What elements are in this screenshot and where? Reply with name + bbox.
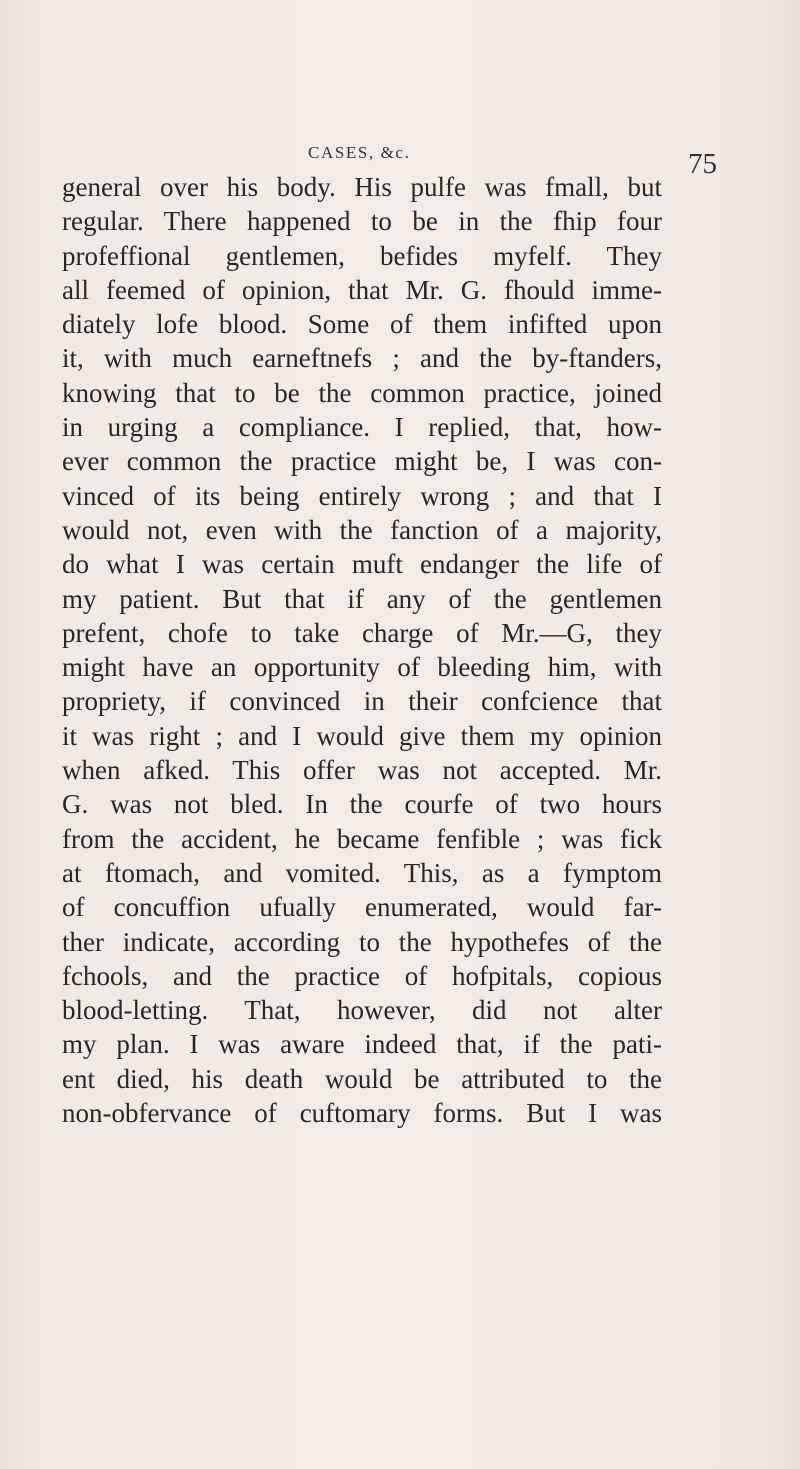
text-line: vinced of its being entirely wrong ; and that I <box>62 480 662 511</box>
text-line: ent died, his death would be attributed to the <box>62 1063 662 1094</box>
text-line: my plan. I was aware indeed that, if the pati- <box>62 1029 662 1060</box>
text-line: would not, even with the fanction of a majority, <box>62 514 662 545</box>
text-line: propriety, if convinced in their confcience that <box>62 686 662 717</box>
text-line: from the accident, he became fenfible ; was fick <box>62 823 662 854</box>
running-head: CASES, &c. <box>308 143 411 162</box>
page-number: 75 <box>688 148 717 180</box>
text-line: ther indicate, according to the hypothefes of the <box>62 926 662 957</box>
text-line: prefent, chofe to take charge of Mr.—G, they <box>62 617 662 648</box>
text-line: it was right ; and I would give them my opinion <box>62 720 662 751</box>
text-line: fchools, and the practice of hofpitals, copious <box>62 960 662 991</box>
text-line: general over his body. His pulfe was fmall, but <box>62 172 662 202</box>
text-line: it, with much earneftnefs ; and the by-ftanders, <box>62 343 662 374</box>
text-line: G. was not bled. In the courfe of two hours <box>62 789 662 820</box>
text-line: all feemed of opinion, that Mr. G. fhould imme- <box>62 274 662 305</box>
text-line: when afked. This offer was not accepted. Mr. <box>62 755 662 786</box>
text-line: profeffional gentlemen, befides myfelf. They <box>62 240 662 271</box>
text-line: regular. There happened to be in the fhip four <box>62 206 662 237</box>
text-line: in urging a compliance. I replied, that, how- <box>62 412 662 443</box>
text-line: of concuffion ufually enumerated, would far- <box>62 892 662 923</box>
text-line: ever common the practice might be, I was con- <box>62 446 662 477</box>
text-line: my patient. But that if any of the gentlemen <box>62 583 662 614</box>
body-text <box>62 170 662 1130</box>
text-line: knowing that to be the common practice, joined <box>62 377 662 408</box>
text-line: blood-letting. That, however, did not alter <box>62 995 662 1026</box>
text-line: diately lofe blood. Some of them infifted upon <box>62 309 662 340</box>
text-line: might have an opportunity of bleeding him, with <box>62 652 662 683</box>
text-line: at ftomach, and vomited. This, as a fymptom <box>62 857 662 888</box>
text-line: non-obfervance of cuftomary forms. But I was <box>62 1098 662 1129</box>
text-line: do what I was certain muft endanger the life of <box>62 549 662 580</box>
